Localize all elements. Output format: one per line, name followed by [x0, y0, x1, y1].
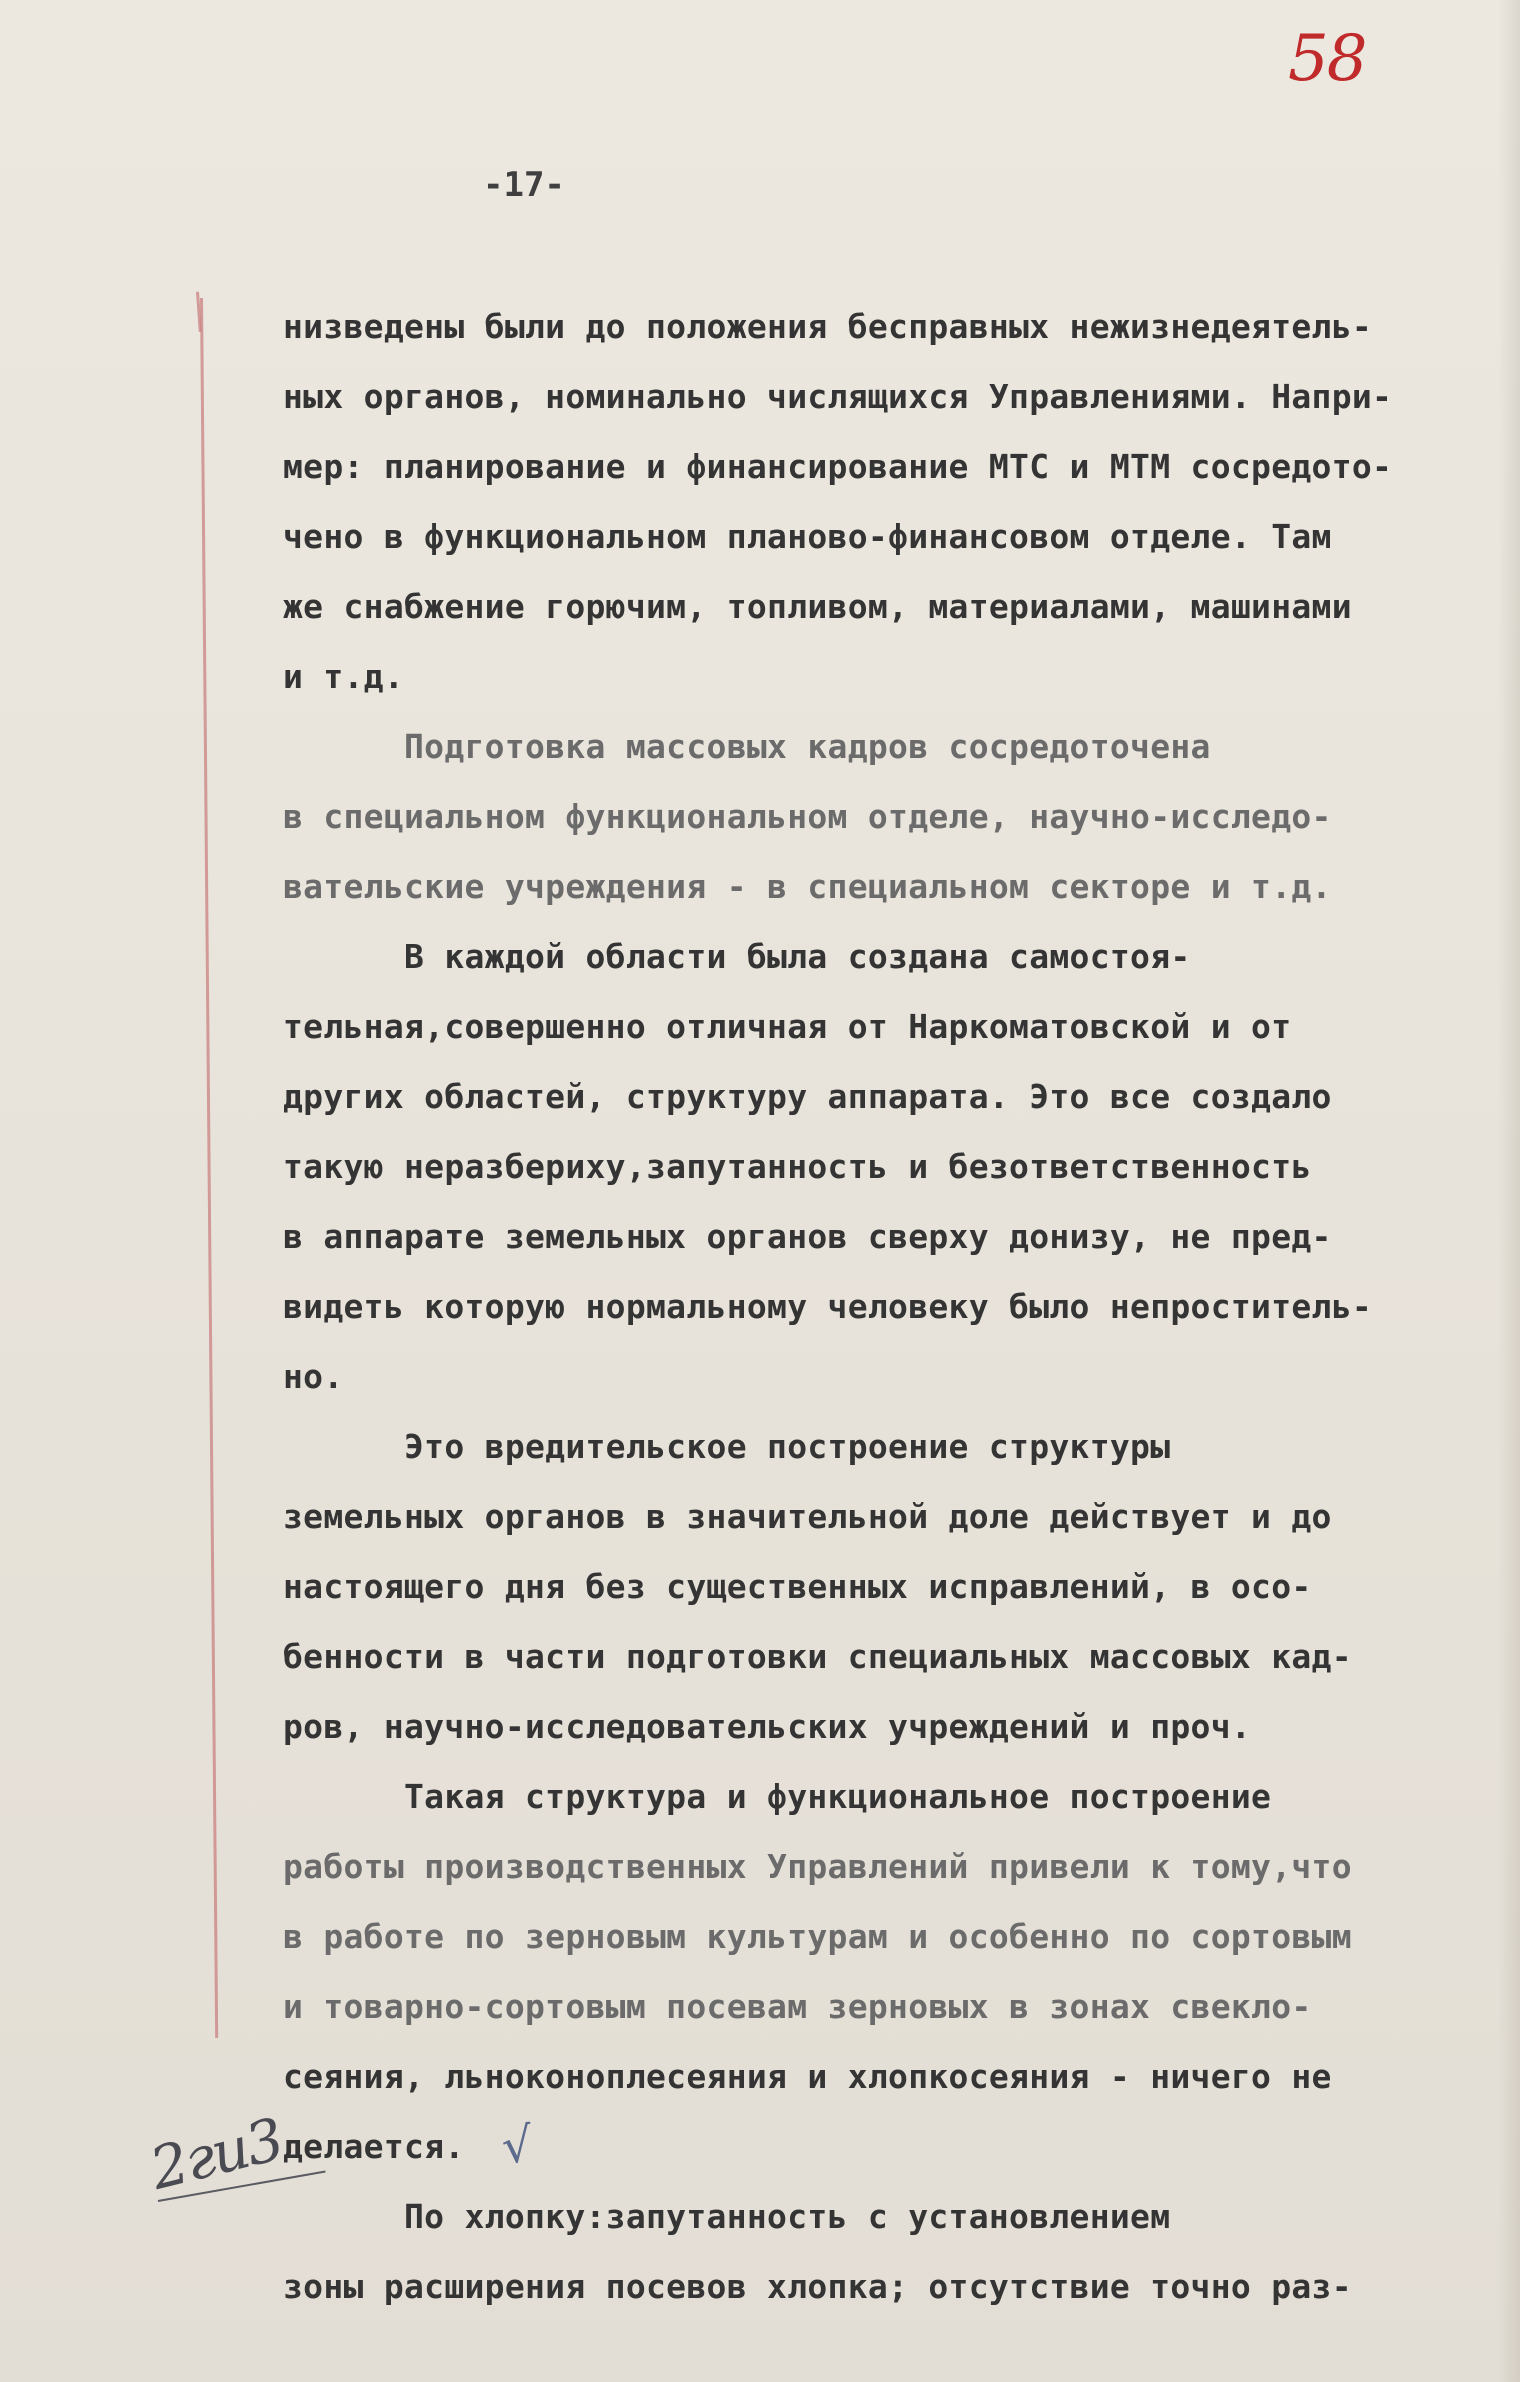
text-line: же снабжение горючим, топливом, материалами, машинами: [283, 587, 1352, 626]
page-shadow-edge: [1498, 0, 1520, 2382]
text-line: Такая структура и функциональное построение: [283, 1777, 1272, 1816]
text-line: По хлопку:запутанность с установлением: [283, 2197, 1171, 2236]
text-line: и т.д.: [283, 657, 405, 696]
page-number: -17-: [483, 165, 565, 205]
text-line: такую неразбериху,запутанность и безответственность: [283, 1147, 1312, 1186]
text-line: ных органов, номинально числящихся Управлениями. Напри-: [283, 377, 1393, 416]
archive-page-number: 58: [1288, 22, 1366, 96]
pencil-margin-note: 2ги3: [143, 2104, 289, 2204]
text-line: в работе по зерновым культурам и особенно по сортовым: [283, 1917, 1352, 1956]
text-line: В каждой области была создана самостоя-: [283, 937, 1191, 976]
text-line: видеть которую нормальному человеку было непроститель-: [283, 1287, 1373, 1326]
text-line: низведены были до положения бесправных нежизнедеятель-: [283, 307, 1373, 346]
text-line: зоны расширения посевов хлопка; отсутствие точно раз-: [283, 2267, 1352, 2306]
text-line: Подготовка массовых кадров сосредоточена: [283, 727, 1211, 766]
red-margin-line: [200, 298, 218, 2038]
text-line: тельная,совершенно отличная от Наркоматовской и от: [283, 1007, 1292, 1046]
text-line: Это вредительское построение структуры: [283, 1427, 1171, 1466]
text-line: других областей, структуру аппарата. Это все создало: [283, 1077, 1332, 1116]
text-line: делается.: [283, 2127, 465, 2166]
text-line: чено в функциональном планово-финансовом отделе. Там: [283, 517, 1332, 556]
text-line: земельных органов в значительной доле действует и до: [283, 1497, 1332, 1536]
text-line: бенности в части подготовки специальных массовых кад-: [283, 1637, 1352, 1676]
text-line: ров, научно-исследовательских учреждений и проч.: [283, 1707, 1252, 1746]
text-line: вательские учреждения - в специальном секторе и т.д.: [283, 867, 1332, 906]
text-line: в специальном функциональном отделе, научно-исследо-: [283, 797, 1332, 836]
text-line: сеяния, льноконоплесеяния и хлопкосеяния - ничего не: [283, 2057, 1332, 2096]
text-line: мер: планирование и финансирование МТС и МТМ сосредото-: [283, 447, 1393, 486]
text-line: настоящего дня без существенных исправлений, в осо-: [283, 1567, 1312, 1606]
text-line: в аппарате земельных органов сверху донизу, не пред-: [283, 1217, 1332, 1256]
pencil-checkmark: √: [499, 2116, 536, 2176]
text-line: и товарно-сортовым посевам зерновых в зонах свекло-: [283, 1987, 1312, 2026]
typewritten-text: [283, 292, 1473, 2322]
text-line: работы производственных Управлений привели к тому,что: [283, 1847, 1352, 1886]
text-line: но.: [283, 1357, 344, 1396]
